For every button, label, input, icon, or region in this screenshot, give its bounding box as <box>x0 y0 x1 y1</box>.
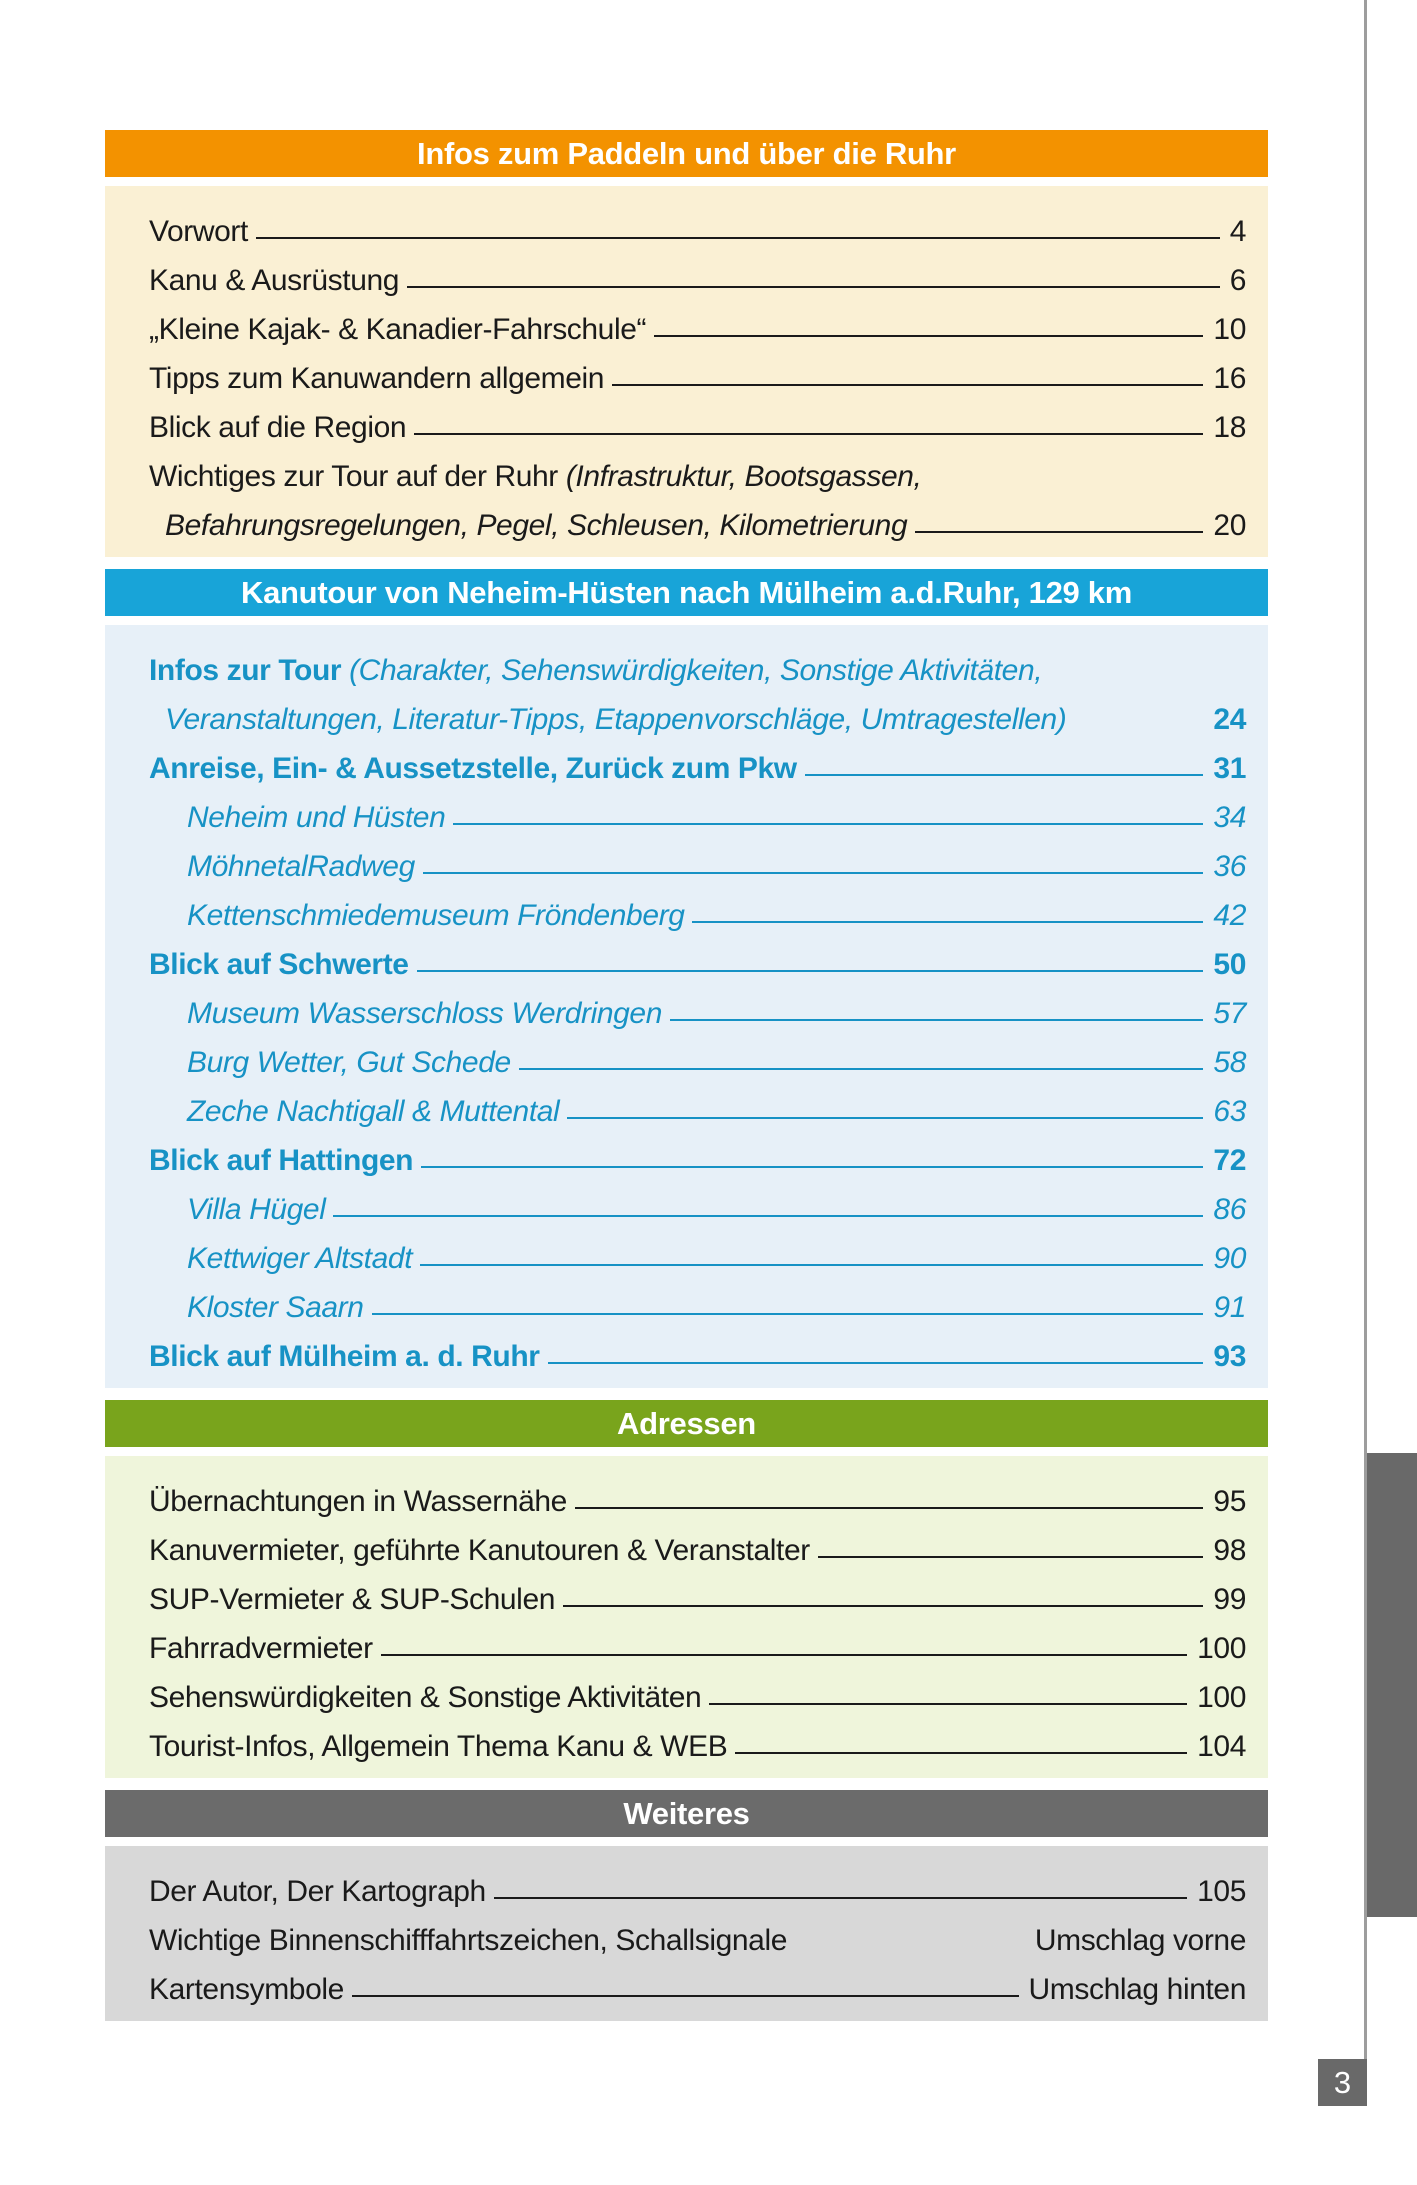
toc-page-number: 16 <box>1213 362 1246 395</box>
toc-label <box>149 1924 787 1958</box>
toc-row <box>149 1617 1246 1666</box>
toc-label <box>149 1046 511 1080</box>
toc-row <box>149 688 1246 737</box>
toc-page-number: 20 <box>1213 509 1246 542</box>
toc-label-part: Vorwort <box>149 215 248 248</box>
toc-label-part: Blick auf die Region <box>149 411 407 444</box>
toc-label <box>149 215 248 249</box>
toc-label-part: Kloster Saarn <box>187 1291 364 1324</box>
toc-label-part: Fahrradvermieter <box>149 1632 373 1665</box>
toc-page-number: 90 <box>1213 1242 1246 1275</box>
toc-label-part: Kettenschmiedemuseum Fröndenberg <box>187 899 685 932</box>
section-header-weiteres: Weiteres <box>105 1790 1268 1837</box>
toc-row <box>149 1715 1246 1764</box>
toc-label <box>149 1193 325 1227</box>
toc-row <box>149 1958 1246 2007</box>
toc-leader <box>567 1117 1203 1119</box>
toc-label <box>149 509 907 543</box>
toc-leader <box>709 1703 1187 1705</box>
toc-leader <box>818 1556 1204 1558</box>
toc-leader <box>494 1897 1187 1899</box>
toc-page-number: 98 <box>1213 1534 1246 1567</box>
toc-row <box>149 200 1246 249</box>
toc-page-number: 100 <box>1197 1632 1246 1665</box>
toc-label <box>149 1875 486 1909</box>
toc-label <box>149 362 604 396</box>
toc-label-part: Zeche Nachtigall & Muttental <box>187 1095 560 1128</box>
toc-row <box>149 445 1246 494</box>
toc-label-part: Der Autor, Der Kartograph <box>149 1875 486 1908</box>
toc-leader <box>453 823 1203 825</box>
toc-label <box>149 460 921 494</box>
toc-label-part: Villa Hügel <box>187 1193 326 1226</box>
toc-page-number: 100 <box>1197 1681 1246 1714</box>
toc-page-number: 86 <box>1213 1193 1246 1226</box>
toc-label <box>149 899 684 933</box>
toc-leader <box>575 1507 1203 1509</box>
toc-row <box>149 639 1246 688</box>
toc-leader <box>548 1362 1204 1364</box>
toc-leader <box>805 774 1204 776</box>
toc-row <box>149 1860 1246 1909</box>
toc-leader <box>333 1215 1203 1217</box>
toc-page-number: 10 <box>1213 313 1246 346</box>
toc-label-part: Kanu & Ausrüstung <box>149 264 400 297</box>
toc-label-part: SUP-Vermieter & SUP-Schulen <box>149 1583 556 1616</box>
toc-label-part: (Infrastruktur, Bootsgassen, <box>565 460 922 493</box>
toc-label-part: (Charakter, Sehenswürdigkeiten, Sonstige Aktivitäten, <box>349 654 1043 687</box>
toc-row <box>149 1568 1246 1617</box>
toc-page-number: 57 <box>1213 997 1246 1030</box>
toc-row <box>149 982 1246 1031</box>
toc-row <box>149 737 1246 786</box>
toc-label-part: Kanuvermieter, geführte Kanutouren & Veranstalter <box>149 1534 810 1567</box>
toc-label-part: Wichtige Binnenschifffahrtszeichen, Schallsignale <box>149 1924 787 1957</box>
toc-page-number: 58 <box>1213 1046 1246 1079</box>
toc-label-part: Befahrungsregelungen, Pegel, Schleusen, Kilometrierung <box>165 509 908 542</box>
toc-label <box>149 654 1042 688</box>
toc-label <box>149 703 1066 737</box>
section-header-adressen: Adressen <box>105 1400 1268 1447</box>
toc-row <box>149 347 1246 396</box>
toc-leader <box>735 1752 1187 1754</box>
toc-page-number: 91 <box>1213 1291 1246 1324</box>
toc-label-part: Kettwiger Altstadt <box>187 1242 413 1275</box>
toc-leader <box>381 1654 1187 1656</box>
toc-label-part: Wichtiges zur Tour auf der Ruhr <box>149 460 566 493</box>
toc-label-part: Blick auf Hattingen <box>149 1144 414 1177</box>
section-header-kanutour: Kanutour von Neheim-Hüsten nach Mülheim a.d.Ruhr, 129 km <box>105 569 1268 616</box>
toc-label <box>149 801 445 835</box>
toc-row <box>149 1519 1246 1568</box>
toc-leader <box>612 384 1203 386</box>
toc-page-number: 4 <box>1229 215 1246 248</box>
toc-label <box>149 1973 344 2007</box>
toc-leader <box>692 921 1203 923</box>
toc-row <box>149 1227 1246 1276</box>
toc-leader <box>256 237 1220 239</box>
section-body-kanutour <box>105 625 1268 1388</box>
section-body-infos-zum-paddeln <box>105 186 1268 557</box>
toc-row <box>149 1031 1246 1080</box>
toc-label <box>149 1485 567 1519</box>
toc-page-number: 99 <box>1213 1583 1246 1616</box>
toc-label-part: Kartensymbole <box>149 1973 344 2006</box>
toc-label <box>149 752 797 786</box>
toc-label-part: „Kleine Kajak- & Kanadier-Fahrschule“ <box>149 313 647 346</box>
toc-page-number: 63 <box>1213 1095 1246 1128</box>
toc-page-number: 50 <box>1213 948 1246 981</box>
toc-leader <box>670 1019 1203 1021</box>
toc-label-part: Sehenswürdigkeiten & Sonstige Aktivitäten <box>149 1681 702 1714</box>
toc-label-part: Tourist-Infos, Allgemein Thema Kanu & WEB <box>149 1730 728 1763</box>
toc-leader <box>423 872 1204 874</box>
toc-leader <box>407 286 1220 288</box>
toc-page-number: 104 <box>1197 1730 1246 1763</box>
toc-label <box>149 1291 364 1325</box>
toc-label <box>149 1632 373 1666</box>
toc-label <box>149 1144 413 1178</box>
toc-label-part: Infos zur Tour <box>149 654 350 687</box>
toc-page-number: 24 <box>1213 703 1246 736</box>
toc-row <box>149 298 1246 347</box>
toc-leader <box>414 433 1203 435</box>
toc-label <box>149 1534 810 1568</box>
toc-page-number: 18 <box>1213 411 1246 444</box>
toc-page-number: Umschlag hinten <box>1028 1973 1246 2006</box>
toc-label-part: Veranstaltungen, Literatur-Tipps, Etappenvorschläge, Umtragestellen) <box>165 703 1067 736</box>
toc-page-number: Umschlag vorne <box>1034 1924 1246 1957</box>
toc-label <box>149 948 409 982</box>
toc-label <box>149 264 399 298</box>
toc-row <box>149 249 1246 298</box>
toc-row <box>149 884 1246 933</box>
toc-label <box>149 1095 559 1129</box>
toc-page-number: 72 <box>1213 1144 1246 1177</box>
toc-label-part: Übernachtungen in Wassernähe <box>149 1485 567 1518</box>
toc-leader <box>563 1605 1203 1607</box>
toc-row <box>149 1276 1246 1325</box>
toc-leader <box>352 1995 1019 1997</box>
toc-label <box>149 313 646 347</box>
toc-page-number: 36 <box>1213 850 1246 883</box>
toc-leader <box>519 1068 1204 1070</box>
section-header-infos-zum-paddeln: Infos zum Paddeln und über die Ruhr <box>105 130 1268 177</box>
toc-row <box>149 494 1246 543</box>
toc-row <box>149 835 1246 884</box>
toc-label-part: Blick auf Schwerte <box>149 948 409 981</box>
section-body-weiteres <box>105 1846 1268 2021</box>
toc-page-number: 105 <box>1197 1875 1246 1908</box>
toc-page-number: 42 <box>1213 899 1246 932</box>
toc-label-part: Anreise, Ein- & Aussetzstelle, Zurück zum Pkw <box>149 752 797 785</box>
toc-row <box>149 1470 1246 1519</box>
toc-page-number: 31 <box>1213 752 1246 785</box>
toc-page-number: 93 <box>1213 1340 1246 1373</box>
toc-row <box>149 933 1246 982</box>
toc-leader <box>654 335 1203 337</box>
toc-label <box>149 411 406 445</box>
toc-row <box>149 1325 1246 1374</box>
toc-leader <box>421 1166 1203 1168</box>
toc-row <box>149 1666 1246 1715</box>
toc-leader <box>420 1264 1203 1266</box>
page-number-badge: 3 <box>1318 2059 1367 2106</box>
toc-row <box>149 1178 1246 1227</box>
toc-label <box>149 850 415 884</box>
section-body-adressen <box>105 1456 1268 1778</box>
toc-label <box>149 1242 412 1276</box>
toc-label-part: MöhnetalRadweg <box>187 850 415 883</box>
toc-label-part: Neheim und Hüsten <box>187 801 446 834</box>
toc-page-number: 34 <box>1213 801 1246 834</box>
toc-row <box>149 1129 1246 1178</box>
toc-label <box>149 997 662 1031</box>
toc-leader <box>372 1313 1204 1315</box>
toc-label <box>149 1730 727 1764</box>
chapter-thumb-tab <box>1367 1453 1417 1917</box>
toc-row <box>149 1909 1246 1958</box>
toc-label-part: Museum Wasserschloss Werdringen <box>187 997 662 1030</box>
toc-row <box>149 786 1246 835</box>
toc-row <box>149 396 1246 445</box>
toc-leader <box>915 531 1203 533</box>
toc-leader <box>417 970 1204 972</box>
toc-label <box>149 1340 540 1374</box>
toc-row <box>149 1080 1246 1129</box>
toc-page-number: 6 <box>1229 264 1246 297</box>
toc-label <box>149 1583 555 1617</box>
toc-label-part: Blick auf Mülheim a. d. Ruhr <box>149 1340 540 1373</box>
toc-sections <box>105 130 1268 2033</box>
toc-label-part: Burg Wetter, Gut Schede <box>187 1046 511 1079</box>
toc-label-part: Tipps zum Kanuwandern allgemein <box>149 362 605 395</box>
toc-page-number: 95 <box>1213 1485 1246 1518</box>
toc-label <box>149 1681 701 1715</box>
